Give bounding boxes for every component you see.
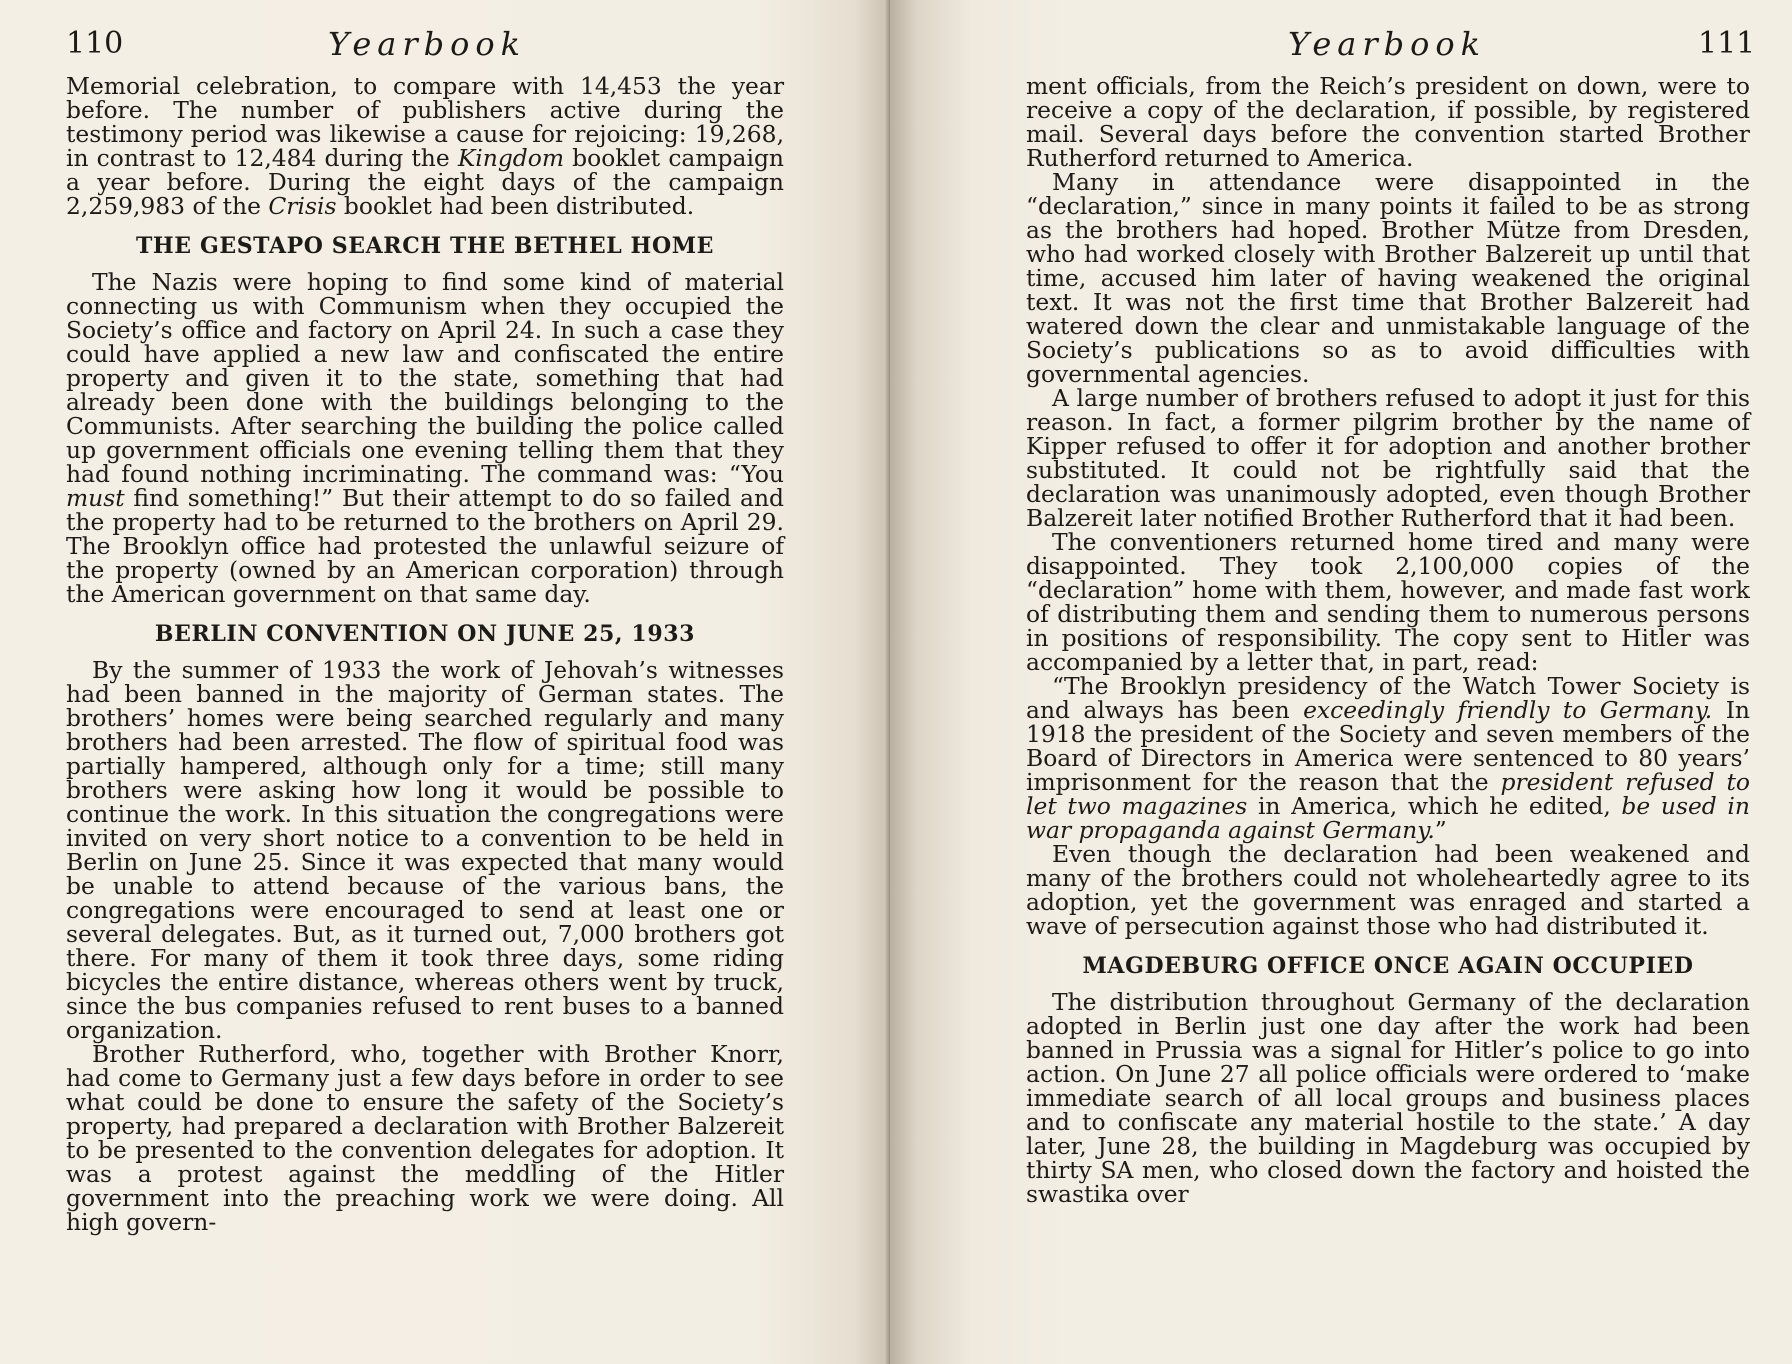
left-page [0,0,890,1364]
section-heading: THE GESTAPO SEARCH THE BETHEL HOME [135,233,715,259]
text-run: Even though the declaration had been weakened and many of the brothers could not wholeheartedly agree to its adoption, yet the government was enraged and started a wave of persecution against those who had distributed it. [1026,840,1750,940]
text-column [1026,74,1750,1206]
text-run: By the summer of 1933 the work of Jehovah’s witnesses had been banned in the majority of German states. The brothers’ homes were being searched regularly and many brothers had been arrested. The flow of spiritual food was partially hampered, although only for a time; still many brothers were asking how long it would be possible to continue the work. In this situation the congregations were invited on very short notice to a convention to be held in Berlin on June 25. Since it was expected that many would be unable to attend because of the various bans, the congregations were encouraged to send at least one or several delegates. But, as it turned out, 7,000 brothers got there. For many of them it took three days, some riding bicycles the entire distance, whereas others went by truck, since the bus companies refused to rent buses to a banned organization. [66,656,784,1044]
running-head: Yearbook [1288,25,1487,63]
paragraph [1026,530,1750,674]
italic-text: must [66,484,125,512]
text-run: Brother Rutherford, who, together with Brother Knorr, had come to Germany just a few days before in order to see what could be done to ensure the safety of the Society’s property, had prepared a declaration with Brother Balzereit to be presented to the convention delegates for adoption. It was a protest against the meddling of the Hitler government into the preaching work we were doing. All high govern- [66,1040,784,1236]
text-run: in America, which he edited, [1247,792,1622,820]
italic-text: exceedingly friendly to Germany. [1303,696,1713,724]
paragraph [1026,386,1750,530]
paragraph [66,1042,784,1234]
text-run: ment officials, from the Reich’s president on down, were to receive a copy of the declaration, if possible, by registered mail. Several days before the convention started Brother Rutherford returned to America. [1026,72,1750,172]
text-run: In 1918 the president of the Society and seven members of the Board of Directors in America were sentenced to 80 years’ imprisonment for the reason that the [1026,696,1750,796]
text-run: find something!” But their attempt to do so failed and the property had to be returned to the brothers on April 29. The Brooklyn office had protested the unlawful seizure of the property (owned by an American corporation) through the American government on that same day. [66,484,784,608]
paragraph [1026,674,1750,842]
right-page [890,0,1792,1364]
paragraph [1026,170,1750,386]
section-heading: BERLIN CONVENTION ON JUNE 25, 1933 [154,621,696,647]
text-run: booklet campaign a year before. During the eight days of the campaign 2,259,983 of the [66,144,784,220]
text-run: A large number of brothers refused to adopt it just for this reason. In fact, a former pilgrim brother by the name of Kipper refused to offer it for adoption and another brother substituted. It could not be rightfully said that the declaration was unanimously adopted, even though Brother Balzereit later notified Brother Rutherford that it had been. [1026,384,1750,532]
text-run: The Nazis were hoping to find some kind of material connecting us with Communism when they occupied the Society’s office and factory on April 24. In such a case they could have applied a new law and confiscated the entire property and given it to the state, something that had already been done with the buildings belonging to the Communists. After searching the building the police called up government officials one evening telling them that they had found nothing incriminating. The command was: “You [66,268,784,488]
italic-text: Kingdom [457,144,565,172]
text-run: booklet had been distributed. [336,192,695,220]
text-run: “The Brooklyn presidency of the Watch Tower Society is and always has been [1026,672,1750,724]
text-run: The distribution throughout Germany of the declaration adopted in Berlin just one day after the work had been banned in Prussia was a signal for Hitler’s police to go into action. On June 27 all police officials were ordered to ‘make immediate search of all local groups and business places and to confiscate any material hostile to the state.’ A day later, June 28, the building in Magdeburg was occupied by thirty SA men, who closed down the factory and hoisted the swastika over [1026,988,1750,1208]
paragraph [1026,990,1750,1206]
paragraph [1026,74,1750,170]
paragraph [66,270,784,606]
text-run: Many in attendance were disappointed in the “declaration,” since in many points it failed to be as strong as the brothers had hoped. Brother Mütze from Dresden, who had worked closely with Brother Balzereit up until that time, accused him later of having weakened the original text. It was not the first time that Brother Balzereit had watered down the clear and unmistakable language of the Society’s publications so as to avoid difficulties with governmental agencies. [1026,168,1750,388]
text-run: The conventioners returned home tired and many were disappointed. They took 2,100,000 copies of the “declaration” home with them, however, and made fast work of distributing them and sending them to numerous persons in positions of responsibility. The copy sent to Hitler was accompanied by a letter that, in part, read: [1026,528,1750,676]
running-head: Yearbook [328,25,527,63]
paragraph [1026,842,1750,938]
text-run: Memorial celebration, to compare with 14,453 the year before. The number of publishers active during the testimony period was likewise a cause for rejoicing: 19,268, in contrast to 12,484 during the [66,72,784,172]
paragraph [66,658,784,1042]
italic-text: Crisis [268,192,337,220]
page-number: 110 [66,26,124,61]
italic-text: be used in war propaganda against Germany. [1026,792,1750,844]
italic-text: president refused to let two magazines [1026,768,1750,820]
paragraph [66,74,784,218]
text-column [66,74,784,1234]
text-run: ” [1434,816,1447,844]
section-heading: MAGDEBURG OFFICE ONCE AGAIN OCCUPIED [1082,953,1694,979]
page-number: 111 [1698,26,1756,61]
